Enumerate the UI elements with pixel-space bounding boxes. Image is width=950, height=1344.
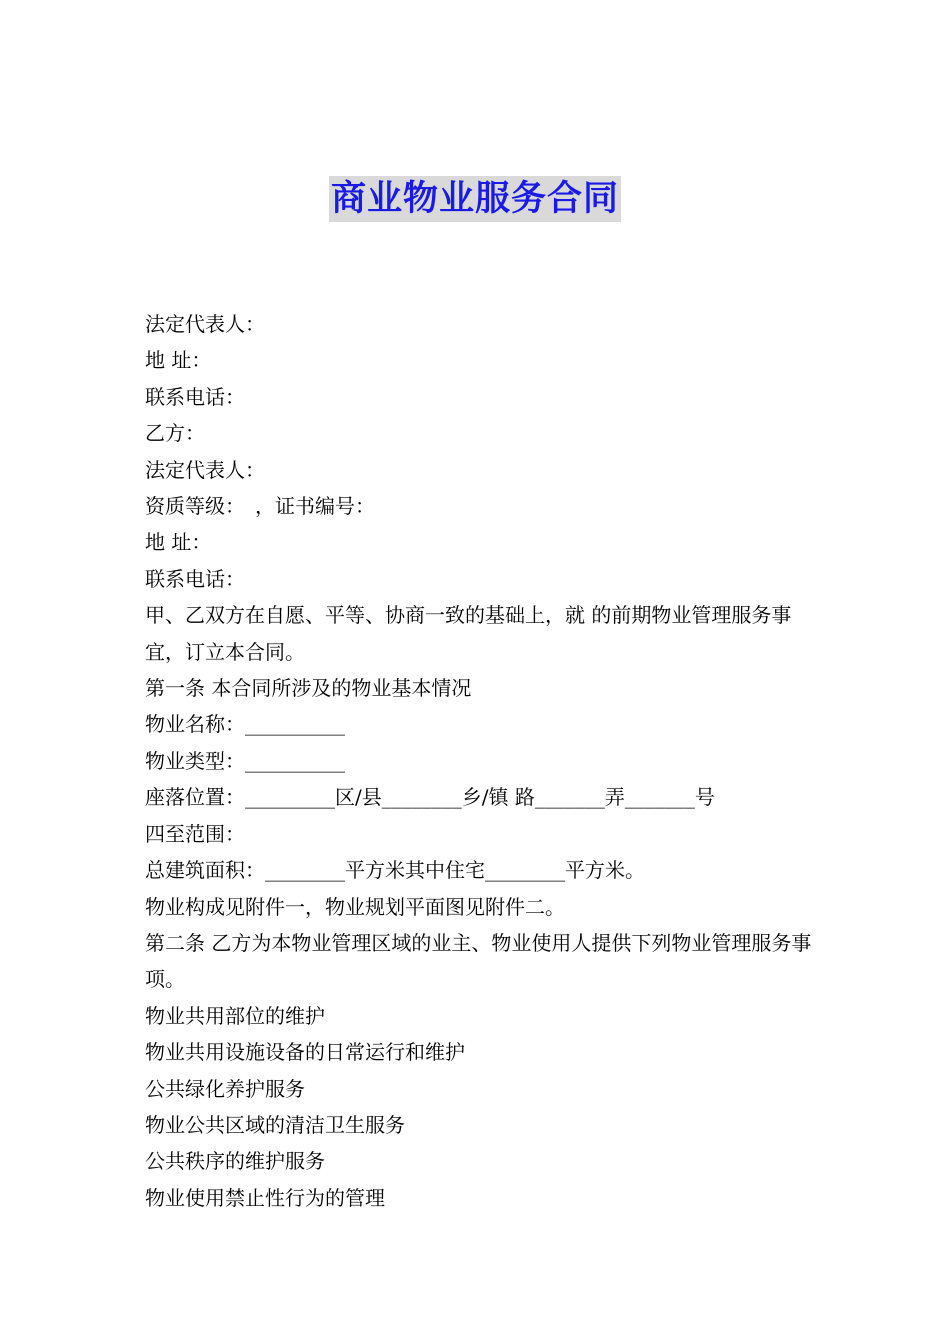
party-b-line: 乙方： — [145, 421, 205, 446]
service-item-1: 物业共用部位的维护 — [145, 1003, 325, 1028]
legal-rep-line-a: 法定代表人： — [145, 312, 265, 336]
article-1-heading: 第一条 本合同所涉及的物业基本情况 — [145, 676, 472, 701]
phone-line-a: 联系电话： — [145, 384, 245, 409]
address-line-a: 地 址： — [145, 348, 212, 373]
qualification-line: 资质等级： ，证书编号： — [145, 494, 375, 519]
service-item-3: 公共绿化养护服务 — [145, 1076, 305, 1101]
title-container — [0, 176, 950, 222]
address-line-b: 地 址： — [145, 530, 212, 555]
legal-rep-line-b: 法定代表人： — [145, 457, 265, 482]
document-body — [145, 306, 815, 1216]
service-item-5: 公共秩序的维护服务 — [145, 1149, 325, 1174]
location-line: 座落位置：_________区/县________乡/镇 路_______弄_______号 — [145, 785, 715, 810]
service-item-2: 物业共用设施设备的日常运行和维护 — [145, 1040, 465, 1065]
property-type-line: 物业类型：__________ — [145, 748, 345, 773]
phone-line-b: 联系电话： — [145, 566, 245, 591]
service-item-4: 物业公共区域的清洁卫生服务 — [145, 1112, 405, 1137]
composition-line: 物业构成见附件一，物业规划平面图见附件二。 — [145, 894, 565, 919]
article-2-paragraph: 第二条 乙方为本物业管理区域的业主、物业使用人提供下列物业管理服务事项。 — [145, 930, 812, 992]
preamble-paragraph: 甲、乙双方在自愿、平等、协商一致的基础上，就 的前期物业管理服务事宜，订立本合同。 — [145, 603, 792, 664]
boundary-line: 四至范围： — [145, 821, 245, 846]
service-item-6: 物业使用禁止性行为的管理 — [145, 1185, 385, 1210]
floor-area-line: 总建筑面积：________平方米其中住宅________平方米。 — [145, 858, 645, 883]
property-name-line: 物业名称：__________ — [145, 712, 345, 737]
document-title: 商业物业服务合同 — [329, 176, 621, 222]
